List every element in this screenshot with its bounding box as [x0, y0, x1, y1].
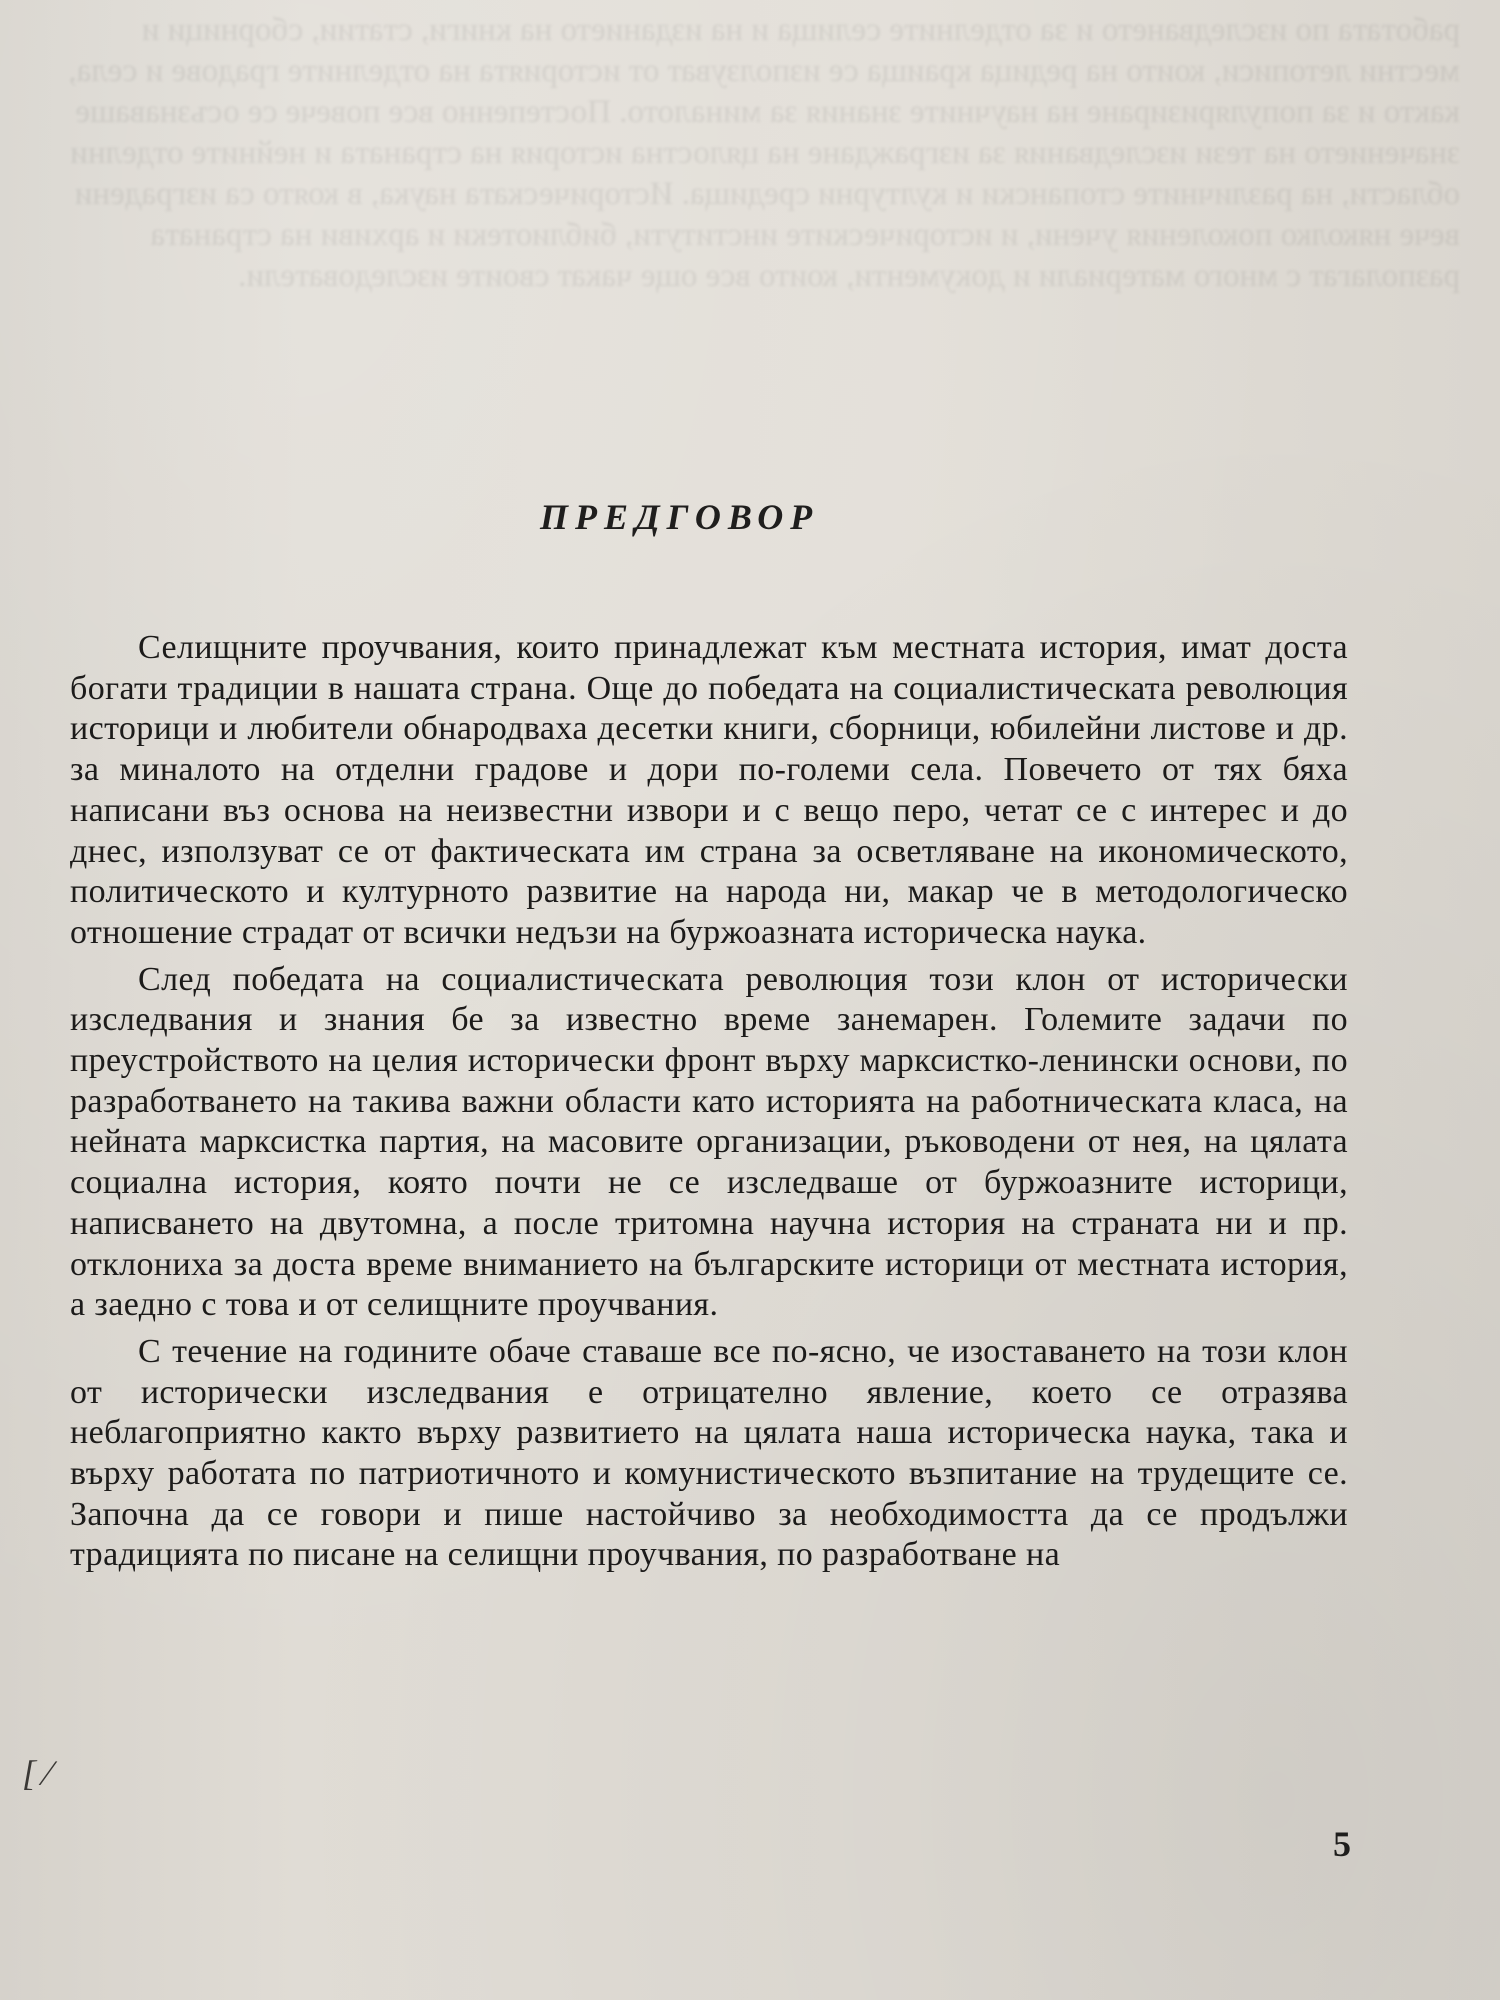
bleed-through-text: работата по изследването и за отделните селища и на изданието на книги, статии, сборници и местни летописи, които на редица краища се използуват от историята на отделните градове и села, както и за популяризиране на научните знания за миналото. Постепенно все повече се осъзнаваше значението на тези изследвания за изграждане на цялостна история на страната и нейните отделни области, на различните стопански и културни средища. Историческата наука, в която са изградени вече няколко поколения учени, и историческите институти, библиотеки и архиви на страната разполагат с много материали и документи, които все още чакат своите изследователи.	[60, 12, 1460, 294]
body-text	[70, 628, 1348, 1576]
page-number: 5	[1333, 1824, 1351, 1864]
paragraph: Селищните проучвания, които принадлежат към местната история, имат доста богати традиции в нашата страна. Още до победата на социалистическата революция историци и любители обнародваха десетки книги, сборници, юбилейни листове и др. за миналото на отделни градове и дори по-големи села. Повечето от тях бяха написани въз основа на неизвестни извори и с вещо перо, четат се с интерес и до днес, използуват се от фактическата им страна за осветляване на икономическото, политическото и културното развитие на народа ни, макар че в методологическо отношение страдат от всички недъзи на буржоазната историческа наука.	[70, 629, 1348, 951]
page-title: ПРЕДГОВОР	[540, 497, 820, 537]
paragraph: С течение на годините обаче ставаше все по-ясно, че изоставането на този клон от исторически изследвания е отрицателно явление, което се отразява неблагоприятно както върху развитието на цялата наша историческа наука, така и върху работата по патриотичното и комунистическото възпитание на трудещите се. Започна да се говори и пише настойчиво за необходимостта да се продължи традицията по писане на селищни проучвания, по разработване на	[70, 1332, 1348, 1574]
margin-mark: [ ∕	[22, 1753, 52, 1793]
paragraph: След победата на социалистическата революция този клон от исторически изследвания и знания бе за известно време занемарен. Големите задачи по преустройството на целия исторически фронт върху марксистко-ленински основи, по разработването на такива важни области като историята на работническата класа, на нейната марксистка партия, на масовите организации, ръководени от нея, на цялата социална история, която почти не се изследваше от буржоазните историци, написването на двутомна, а после тритомна научна история на страната ни и пр. отклониха за доста време вниманието на българските историци от местната история, а заедно с това и от селищните проучвания.	[70, 960, 1348, 1324]
